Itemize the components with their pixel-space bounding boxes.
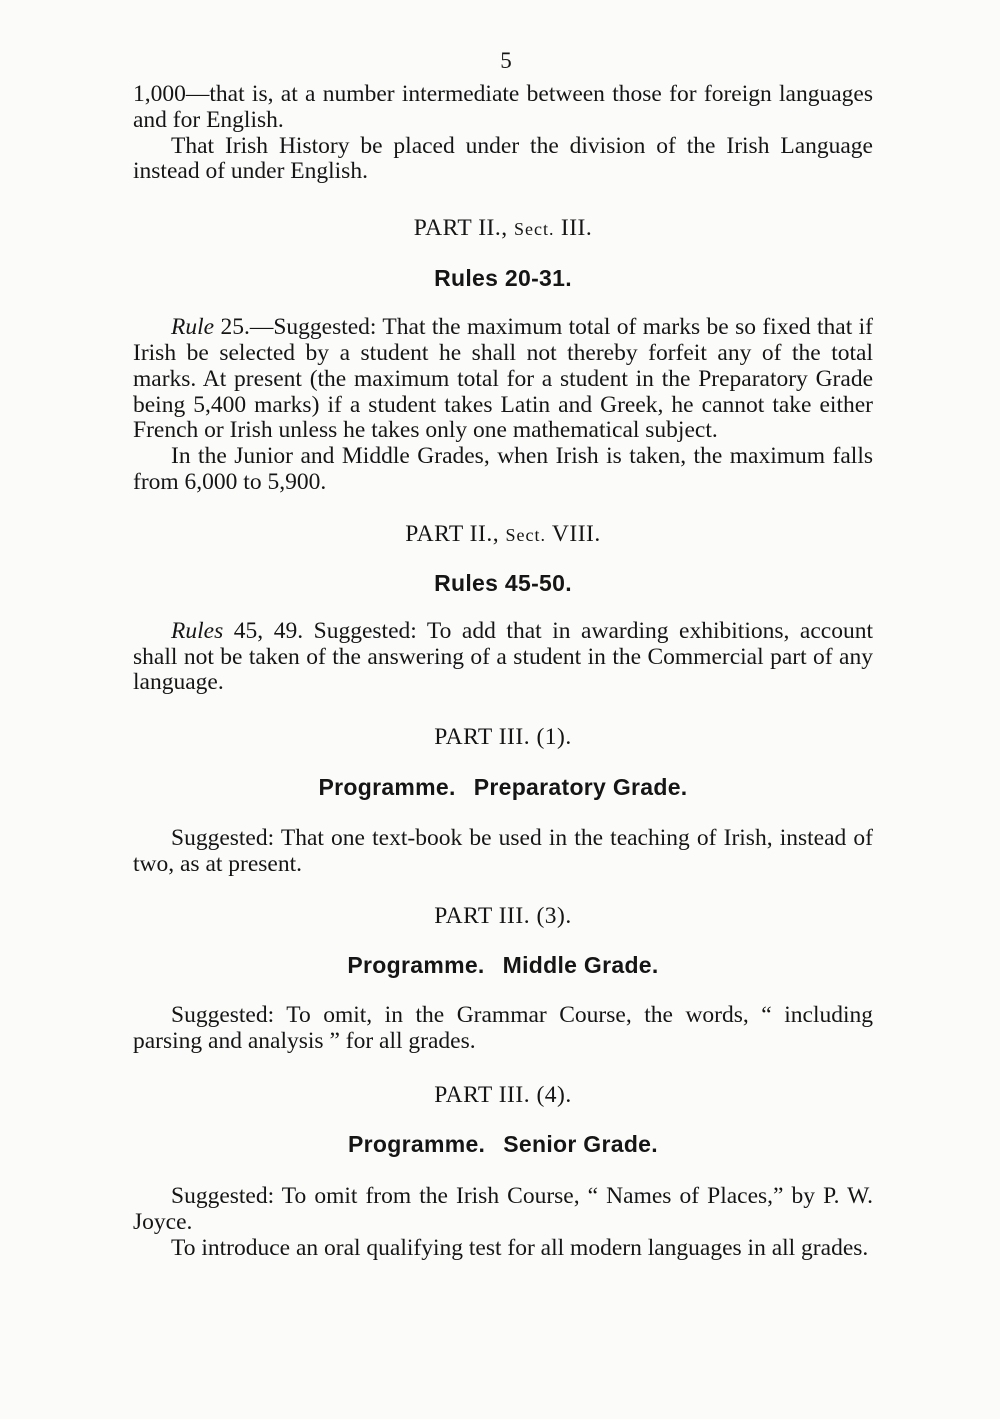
page-number: 5 (500, 48, 512, 73)
section-2-paragraph-1-text: 45, 49. Suggested: To add that in awarding exhibitions, account shall not be taken of the answering of a student in the Commercial part of any language. (133, 617, 873, 696)
section-3-heading-a: Programme. (318, 774, 456, 801)
section-4-part-heading: PART III. (3). (434, 902, 572, 929)
section-3-paragraph-1: Suggested: That one text-book be used in the teaching of Irish, instead of two, as at present. (133, 825, 873, 877)
section-1-paragraph-2: In the Junior and Middle Grades, when Irish is taken, the maximum falls from 6,000 to 5,900. (133, 443, 873, 495)
section-3-heading-b: Preparatory Grade. (473, 774, 688, 801)
document-page (133, 48, 873, 1262)
section-1-rule-label: Rule (171, 314, 215, 341)
section-4-heading-b: Middle Grade. (502, 951, 659, 978)
section-3-programme-heading (133, 774, 873, 801)
section-2-part-tail: VIII. (545, 520, 601, 547)
section-1-part-main: PART II., (413, 215, 514, 242)
section-5-programme-heading (133, 1131, 873, 1158)
section-3-part-heading: PART III. (1). (434, 724, 572, 751)
section-1-paragraph-1-text: 25.—Suggested: That the maximum total of marks be so fixed that if Irish be selected by a student he shall not thereby forfeit any of the total marks. At present (the maximum total for a student in the Preparatory Grade being 5,400 marks) if a student takes Latin and Greek, he cannot take either French or Irish unless he takes only one mathematical subject. (133, 314, 873, 444)
section-5-paragraph-1: Suggested: To omit from the Irish Course, “ Names of Places,” by P. W. Joyce. (133, 1183, 873, 1236)
intro-paragraph-1: 1,000—that is, at a number intermediate between those for foreign languages and for English. (133, 81, 873, 133)
section-2-part-heading (133, 521, 873, 548)
section-1-paragraph-1 (133, 315, 873, 444)
section-2-paragraph-1 (133, 619, 873, 696)
section-1-part-sect: Sect. (514, 219, 555, 240)
section-1-rules-heading: Rules 20-31. (434, 265, 572, 292)
section-5-part-heading: PART III. (4). (434, 1082, 572, 1109)
section-2-part-sect: Sect. (505, 524, 546, 545)
section-2-rules-heading: Rules 45-50. (434, 569, 572, 596)
section-1-part-heading (133, 215, 873, 242)
section-4-heading-a: Programme. (347, 951, 485, 978)
section-5-heading-a: Programme. (348, 1131, 486, 1158)
section-2-part-main: PART II., (405, 520, 506, 547)
section-5-heading-b: Senior Grade. (503, 1131, 658, 1158)
section-5-paragraph-2: To introduce an oral qualifying test for all modern languages in all grades. (171, 1234, 869, 1261)
intro-paragraph-2: That Irish History be placed under the division of the Irish Language instead of under English. (133, 132, 873, 185)
section-2-rule-label: Rules (171, 617, 224, 644)
section-4-programme-heading (133, 952, 873, 979)
section-4-paragraph-1: Suggested: To omit, in the Grammar Course, the words, “ including parsing and analysis ” for all grades. (133, 1001, 873, 1054)
section-1-part-tail: III. (554, 215, 593, 242)
